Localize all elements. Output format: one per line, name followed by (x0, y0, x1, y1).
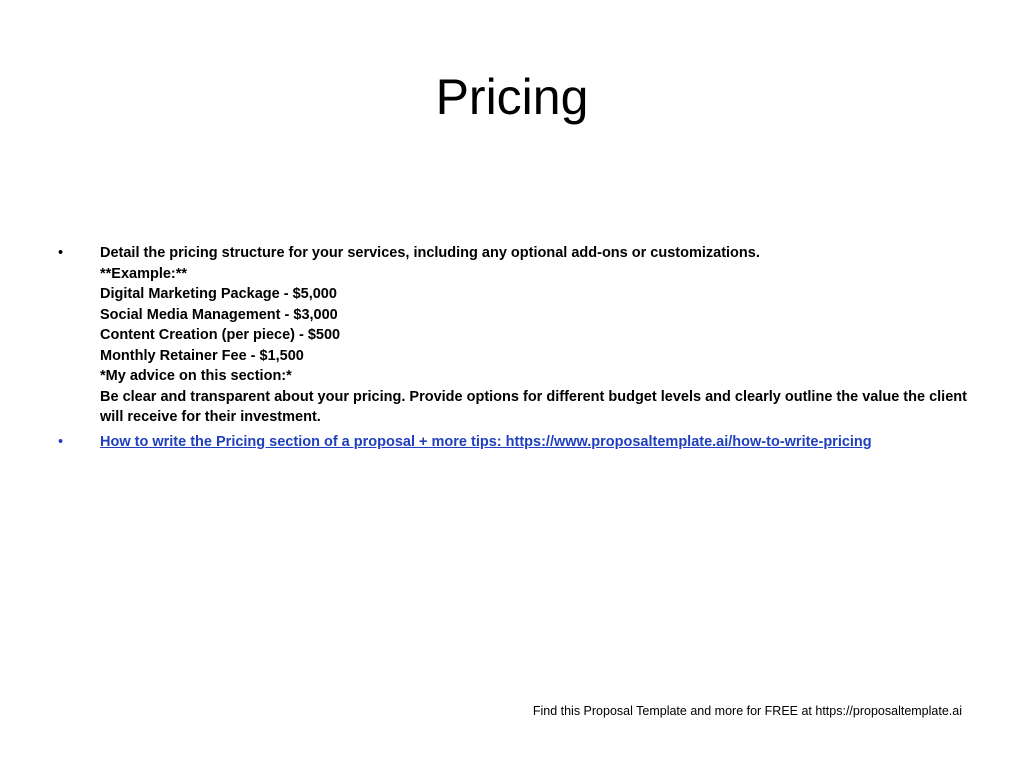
advice-text: Be clear and transparent about your pricing. Provide options for different budget levels and clearly outline the value the client will receive for their investment. (100, 388, 967, 425)
advice-label: *My advice on this section:* (100, 368, 292, 384)
pricing-tips-link[interactable]: How to write the Pricing section of a proposal + more tips: https://www.proposaltemplate.ai/how-to-write-pricing (100, 433, 872, 450)
pricing-intro-text: Detail the pricing structure for your services, including any optional add-ons or customizations. (100, 245, 760, 261)
list-item-pricing-details (58, 243, 968, 428)
slide-title: Pricing (435, 69, 589, 125)
price-line-retainer: Monthly Retainer Fee - $1,500 (100, 347, 304, 364)
price-line-digital-marketing: Digital Marketing Package - $5,000 (100, 286, 337, 302)
bullet-icon: • (58, 245, 64, 261)
list-item-tips-link (58, 432, 968, 453)
price-line-content-creation: Content Creation (per piece) - $500 (100, 327, 341, 343)
bullet-icon: • (58, 433, 64, 450)
footer-text: Find this Proposal Template and more for FREE at https://proposaltemplate.ai (532, 704, 962, 718)
price-line-social-media: Social Media Management - $3,000 (100, 306, 338, 323)
example-label: **Example:** (100, 265, 188, 282)
bullet-list (58, 243, 968, 452)
